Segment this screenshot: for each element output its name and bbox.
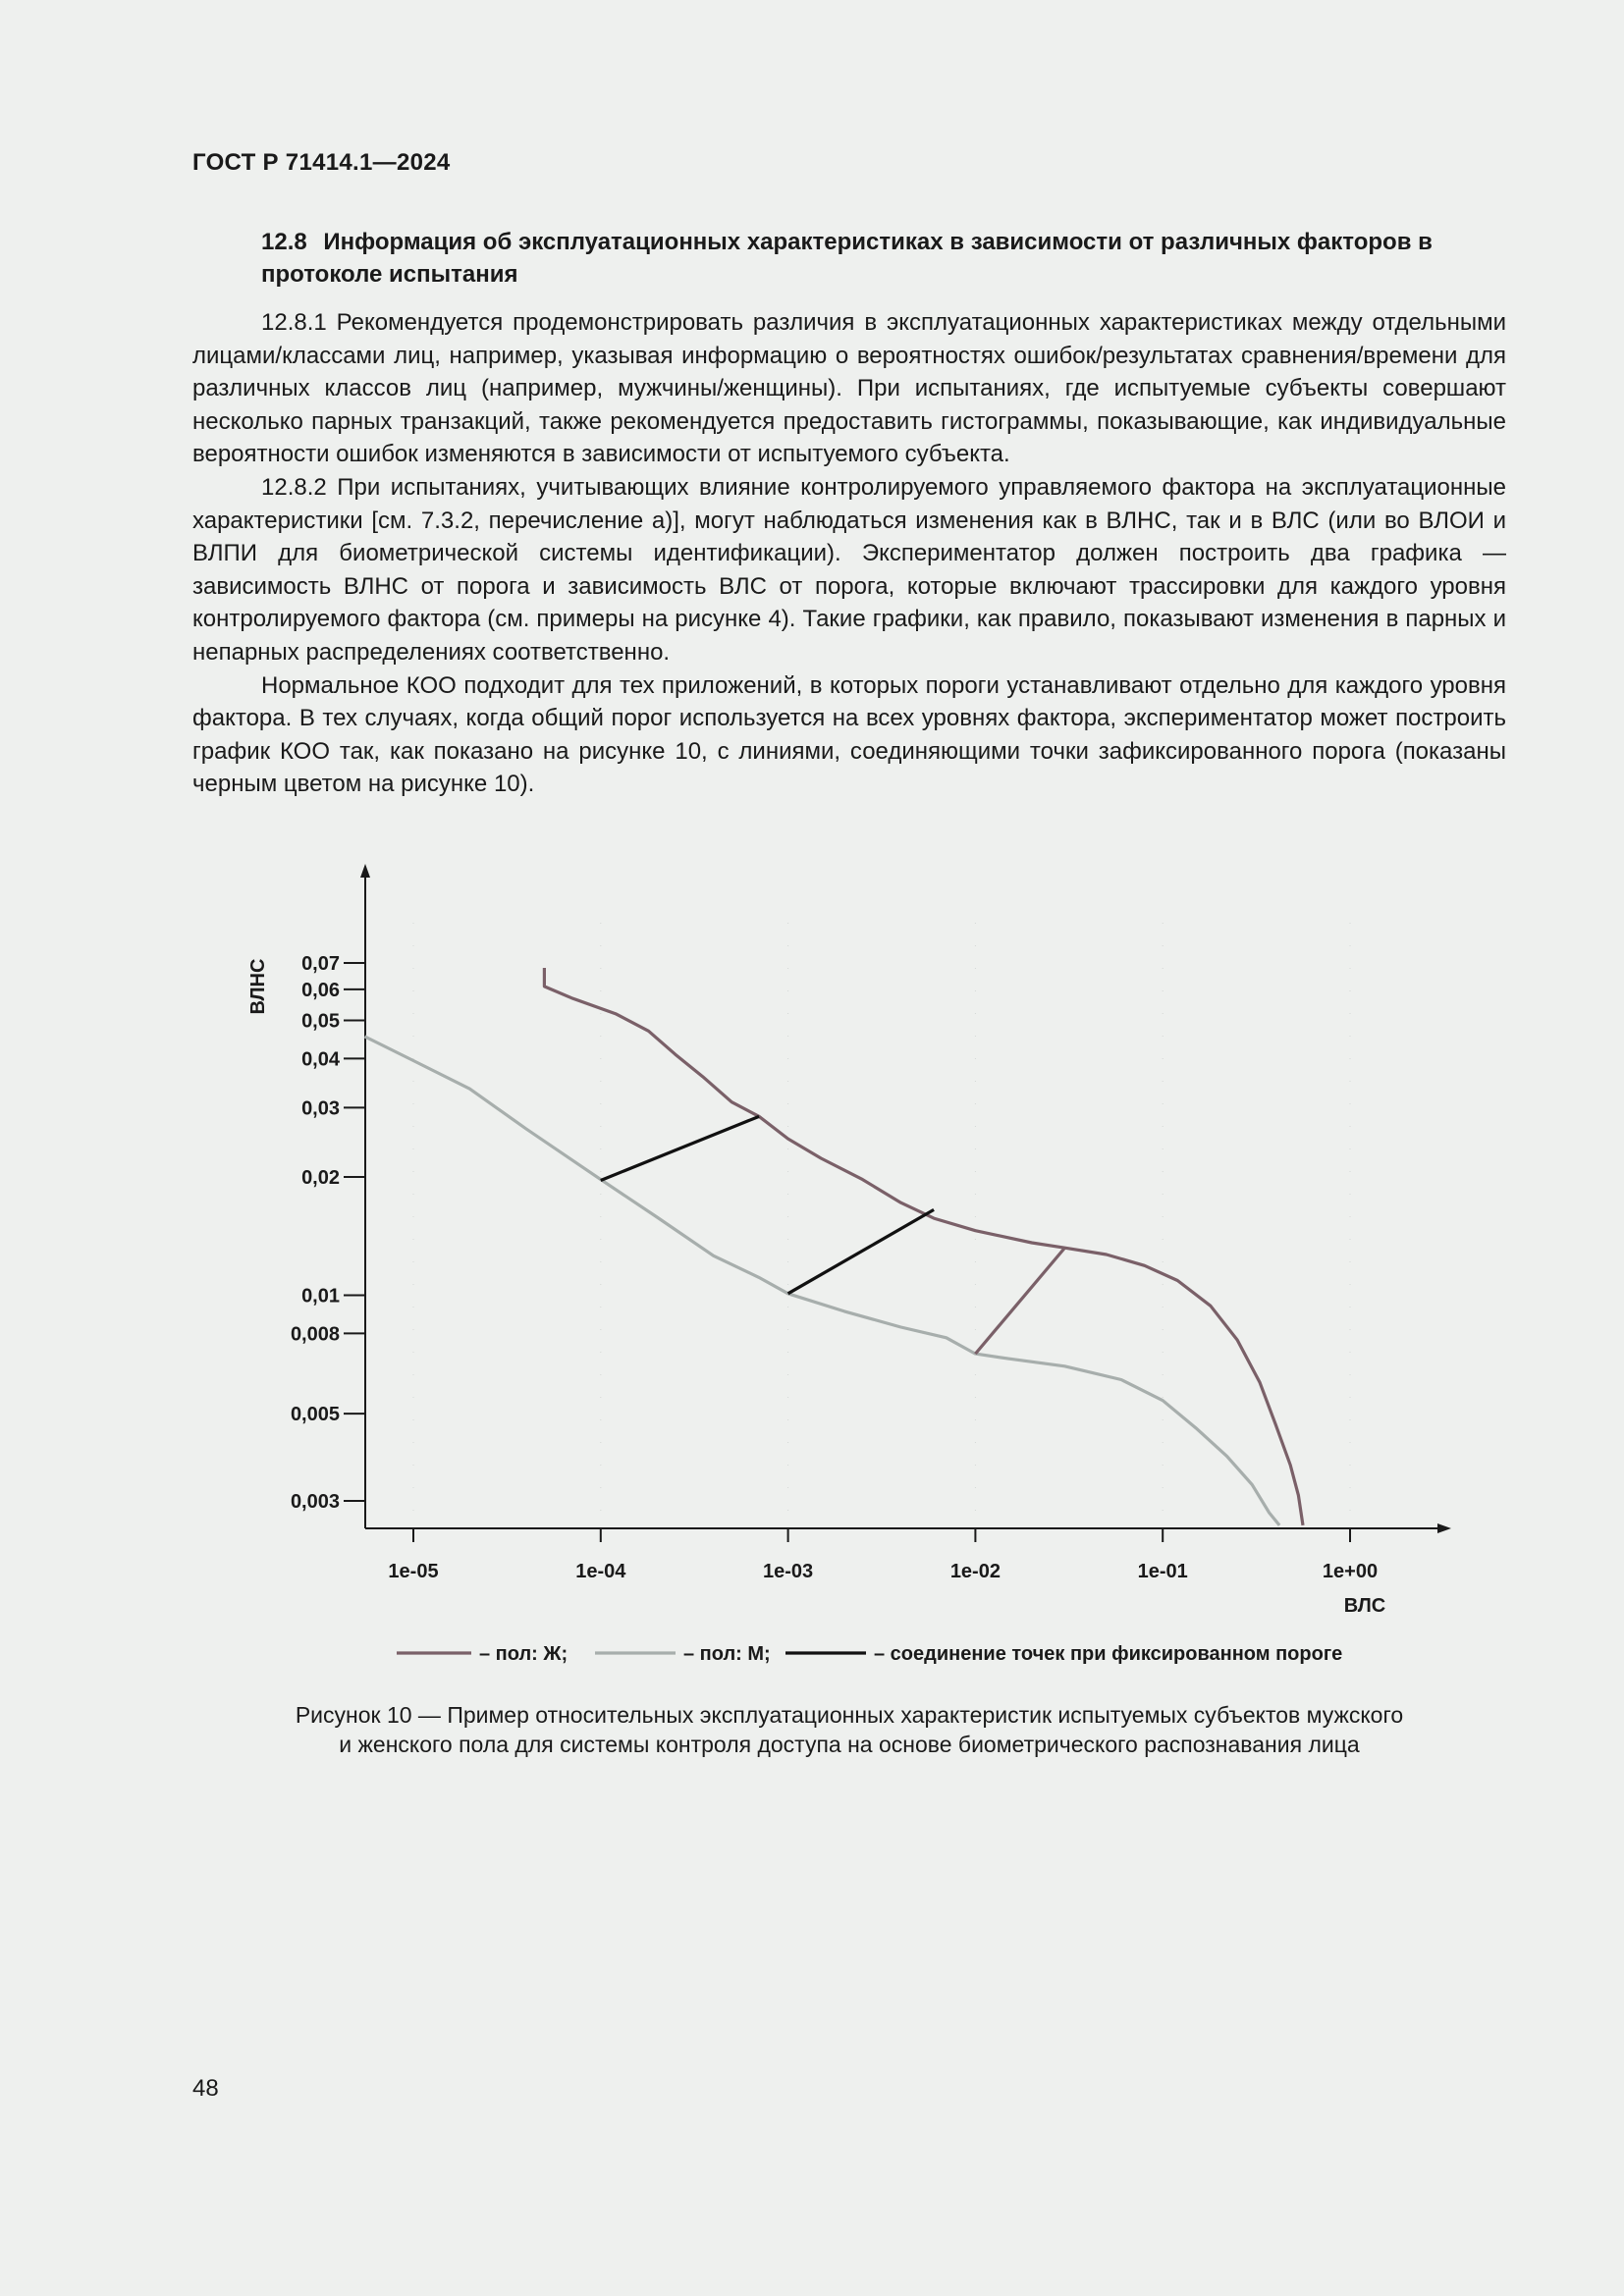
threshold-connector <box>601 1116 759 1180</box>
chart-series <box>364 968 1303 1525</box>
y-tick-label: 0,05 <box>301 1010 340 1033</box>
figure-caption <box>192 1700 1506 1759</box>
section-number: 12.8 <box>261 229 307 255</box>
y-tick-label: 0,03 <box>301 1097 340 1120</box>
y-tick-label: 0,06 <box>301 979 340 1001</box>
x-tick-label: 1e-01 <box>1137 1561 1188 1582</box>
paragraph-12-8-1: 12.8.1 Рекомендуется продемонстрировать различия в эксплуатационных характеристиках между отдельными лицами/классами лиц, например, указывая информацию о вероятностях ошибок/результатах сравнения/времени для различных классов лиц (например, мужчины/женщины). При испытаниях, где испытуемые субъекты совершают несколько парных транзакций, также рекомендуется предоставить гистограммы, показывающие, как индивидуальные вероятности ошибок изменяются в зависимости от испытуемого субъекта. <box>192 309 1506 468</box>
threshold-connector <box>975 1248 1064 1354</box>
legend-label: – пол: Ж; <box>479 1643 568 1665</box>
caption-line-1: Рисунок 10 — Пример относительных эксплуатационных характеристик испытуемых субъектов мужского <box>295 1702 1404 1728</box>
chart-legend <box>397 1643 1342 1665</box>
det-chart <box>0 844 1624 1708</box>
chart-axes <box>247 864 1451 1617</box>
x-tick-label: 1e+00 <box>1322 1561 1379 1582</box>
legend-label: – пол: М; <box>683 1643 771 1665</box>
paragraph-12-8-2: 12.8.2 При испытаниях, учитывающих влияние контролируемого управляемого фактора на эксплуатационные характеристики [см. 7.3.2, перечисление а)], могут наблюдаться изменения как в ВЛНС, так и в ВЛС (или во ВЛОИ и ВЛПИ для биометрической системы идентификации). Экспериментатор должен построить два графика — зависимость ВЛНС от порога и зависимость ВЛС от порога, которые включают трассировки для каждого уровня контролируемого фактора (см. примеры на рисунке 4). Такие графики, как правило, показывают изменения в парных и непарных распределениях соответственно. <box>192 473 1506 666</box>
series-line <box>544 968 1303 1525</box>
body-text <box>192 306 1506 801</box>
paragraph-normal-roc: Нормальное КОО подходит для тех приложений, в которых пороги устанавливают отдельно для каждого уровня фактора. В тех случаях, когда общий порог используется на всех уровнях фактора, экспериментатор может построить график КОО так, как показано на рисунке 10, с линиями, соединяющими точки зафиксированного порога (показаны черным цветом на рисунке 10). <box>192 671 1506 798</box>
legend-label: – соединение точек при фиксированном пороге <box>874 1643 1343 1665</box>
x-axis-title: ВЛС <box>1343 1595 1386 1617</box>
x-axis-arrow <box>1437 1523 1451 1533</box>
y-tick-label: 0,003 <box>290 1491 340 1513</box>
x-tick-label: 1e-05 <box>388 1561 439 1582</box>
y-tick-label: 0,07 <box>301 953 340 975</box>
y-tick-label: 0,005 <box>290 1404 340 1426</box>
page-number: 48 <box>192 2075 219 2102</box>
x-tick-label: 1e-04 <box>575 1561 626 1582</box>
x-tick-label: 1e-03 <box>763 1561 814 1582</box>
figure-10 <box>0 844 1624 1665</box>
y-tick-label: 0,008 <box>290 1323 340 1346</box>
y-tick-label: 0,02 <box>301 1166 340 1189</box>
section-heading <box>261 226 1508 291</box>
y-axis-title: ВЛНС <box>247 958 269 1015</box>
y-tick-label: 0,01 <box>301 1285 340 1308</box>
threshold-connector <box>788 1209 934 1293</box>
series-line <box>365 1037 1280 1525</box>
section-title: Информация об эксплуатационных характеристиках в зависимости от различных факторов в протоколе испытания <box>261 229 1433 288</box>
x-tick-label: 1e-02 <box>949 1561 1001 1582</box>
standard-header: ГОСТ Р 71414.1—2024 <box>192 149 451 176</box>
caption-line-2: и женского пола для системы контроля доступа на основе биометрического распознавания лица <box>339 1732 1360 1757</box>
y-tick-label: 0,04 <box>301 1048 340 1071</box>
y-axis-arrow <box>360 864 370 878</box>
